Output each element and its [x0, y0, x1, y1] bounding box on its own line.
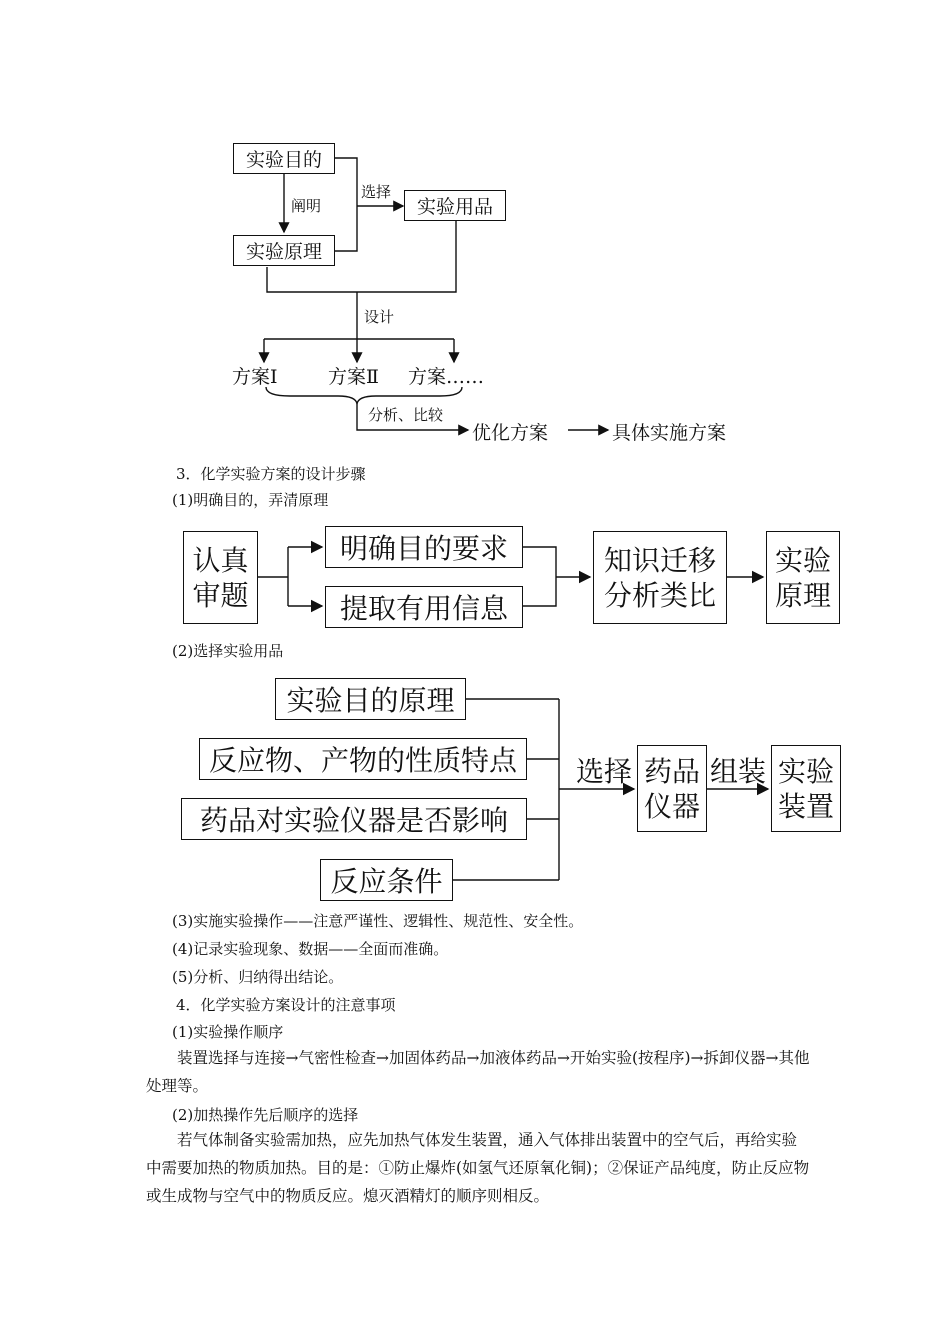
label-assemble: 组装	[710, 755, 767, 788]
box-extract-info: 提取有用信息	[325, 586, 523, 628]
paragraph-operation-order: 装置选择与连接→气密性检查→加固体药品→加液体药品→开始实验(按程序)→拆卸仪器→其他处理等。	[146, 1049, 810, 1095]
label-design: 设计	[364, 308, 395, 326]
paragraph-heating-order: 若气体制备实验需加热，应先加热气体发生装置，通入气体排出装置中的空气后，再给实验中需要加热的物质加热。目的是：①防止爆炸(如氢气还原氧化铜)；②保证产品纯度，防止反应物或生成物与空气中的物质反应。熄灭酒精灯的顺序则相反。	[146, 1131, 810, 1205]
plan-2: 方案Ⅱ	[328, 366, 379, 388]
section-3-sub2: (2)选择实验用品	[172, 642, 284, 660]
label-select: 选择	[361, 183, 392, 201]
section-4-title: 4．化学实验方案设计的注意事项	[176, 996, 396, 1014]
box-reaction-conditions: 反应条件	[320, 859, 453, 901]
box-reagent-effect: 药品对实验仪器是否影响	[181, 798, 527, 840]
plan-more: 方案……	[408, 366, 485, 388]
section-4-sub1: (1)实验操作顺序	[172, 1023, 284, 1041]
box-clarify-requirements: 明确目的要求	[325, 526, 523, 568]
box-experiment-goal: 实验目的	[233, 143, 335, 174]
section-4-sub2: (2)加热操作先后顺序的选择	[172, 1106, 359, 1124]
plan-1: 方案Ⅰ	[232, 366, 278, 388]
item-5: (5)分析、归纳得出结论。	[172, 968, 344, 986]
box-goal-principle: 实验目的原理	[275, 678, 466, 720]
section-3-title: 3．化学实验方案的设计步骤	[176, 465, 366, 483]
label-analyze-compare: 分析、比较	[368, 406, 444, 424]
box-experiment-apparatus: 实验 装置	[771, 745, 841, 832]
item-3: (3)实施实验操作——注意严谨性、逻辑性、规范性、安全性。	[172, 912, 584, 930]
box-knowledge-transfer: 知识迁移 分析类比	[593, 531, 727, 624]
section-3-sub1: (1)明确目的，弄清原理	[172, 491, 329, 509]
box-reagents-instruments: 药品 仪器	[637, 745, 707, 832]
box-careful-reading: 认真 审题	[183, 531, 258, 624]
item-4: (4)记录实验现象、数据——全面而准确。	[172, 940, 449, 958]
label-select-3: 选择	[576, 755, 633, 788]
box-experiment-supplies: 实验用品	[404, 190, 506, 221]
label-clarify: 阐明	[291, 197, 322, 215]
implementation-plan: 具体实施方案	[612, 422, 727, 444]
box-experiment-principle: 实验原理	[233, 235, 335, 266]
box-experiment-principle-2: 实验 原理	[766, 531, 840, 624]
optimized-plan: 优化方案	[472, 422, 549, 444]
box-reactant-product-properties: 反应物、产物的性质特点	[199, 738, 527, 780]
